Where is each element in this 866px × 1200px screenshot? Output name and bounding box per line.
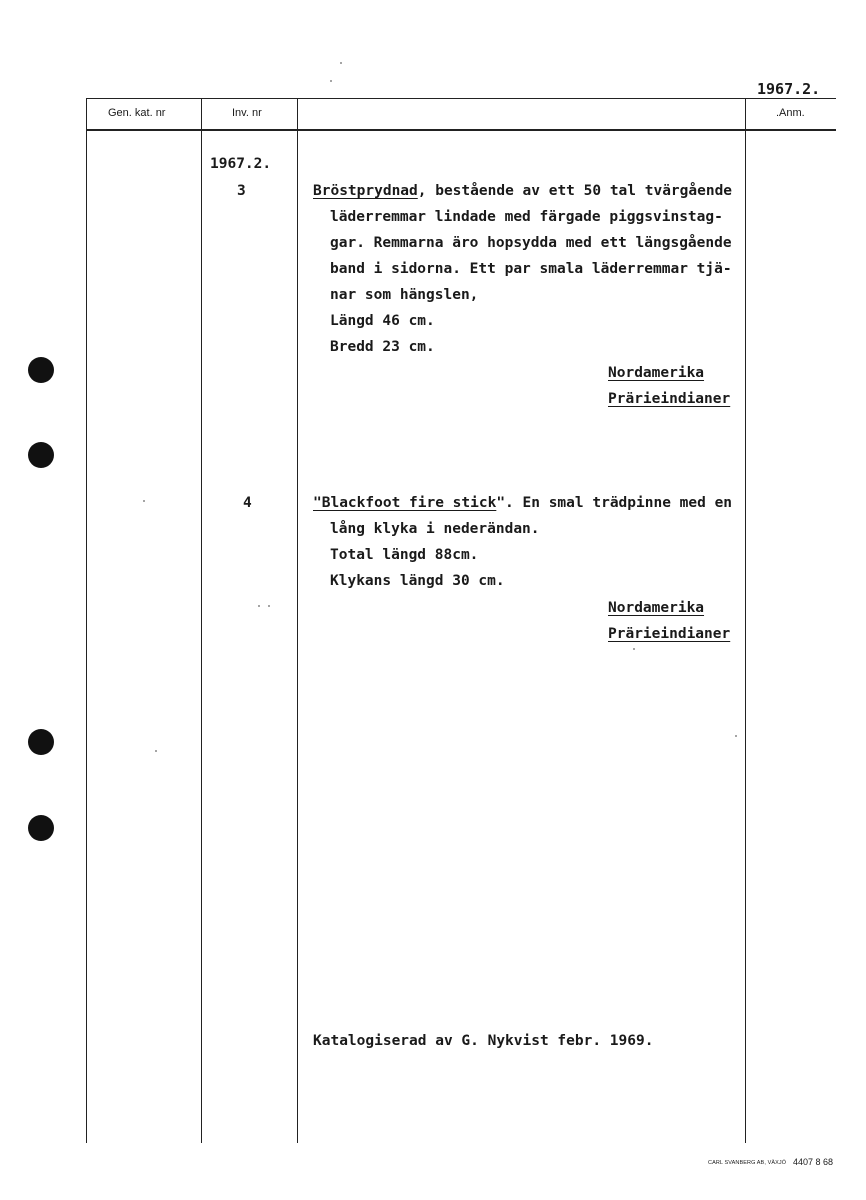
entry-description <box>313 178 743 360</box>
column-rule-anm <box>745 98 746 1143</box>
entry-people: Prärieindianer <box>608 626 731 642</box>
inv-number: 3 <box>237 183 246 199</box>
entry-line: Klykans längd 30 cm. <box>330 573 505 589</box>
entry-line: nar som hängslen, <box>330 287 479 303</box>
entry-line: lång klyka i nederändan. <box>330 521 540 537</box>
column-rule-left <box>86 98 87 1143</box>
column-rule-desc <box>297 98 298 1143</box>
column-rule-inv <box>201 98 202 1143</box>
entry-line: läderremmar lindade med färgade piggsvinstag- <box>330 209 723 225</box>
series-label: 1967.2. <box>210 156 272 172</box>
punch-hole-1 <box>28 357 54 383</box>
column-header-anm: .Anm. <box>776 107 805 119</box>
cataloged-by: Katalogiserad av G. Nykvist febr. 1969. <box>313 1033 654 1049</box>
entry-title-suffix: , bestående av ett 50 tal tvärgående <box>417 183 733 199</box>
punch-hole-2 <box>28 442 54 468</box>
punch-hole-4 <box>28 815 54 841</box>
header-top-rule <box>86 98 836 99</box>
punch-hole-3 <box>28 729 54 755</box>
catalog-number: 1967.2. <box>757 80 821 98</box>
entry-line: Bredd 23 cm. <box>330 339 435 355</box>
inv-number: 4 <box>243 495 252 511</box>
entry-line: band i sidorna. Ett par smala läderremmar tjä- <box>330 261 732 277</box>
printer-mark: CARL SVANBERG AB, VÄXJÖ <box>708 1160 787 1166</box>
column-header-inv: Inv. nr <box>232 107 262 119</box>
print-code: 4407 8 68 <box>793 1157 834 1167</box>
entry-description <box>313 490 743 594</box>
entry-title: Bröstprydnad <box>313 183 418 199</box>
entry-region: Nordamerika <box>608 600 705 616</box>
header-bottom-rule <box>86 129 836 131</box>
entry-people: Prärieindianer <box>608 391 731 407</box>
entry-title: "Blackfoot fire stick <box>313 495 497 511</box>
entry-line: Total längd 88cm. <box>330 547 479 563</box>
entry-region: Nordamerika <box>608 365 705 381</box>
entry-line: Längd 46 cm. <box>330 313 435 329</box>
column-header-gen-kat: Gen. kat. nr <box>108 107 166 119</box>
entry-line: gar. Remmarna äro hopsydda med ett längsgående <box>330 235 732 251</box>
entry-title-suffix: ". En smal trädpinne med en <box>496 495 733 511</box>
